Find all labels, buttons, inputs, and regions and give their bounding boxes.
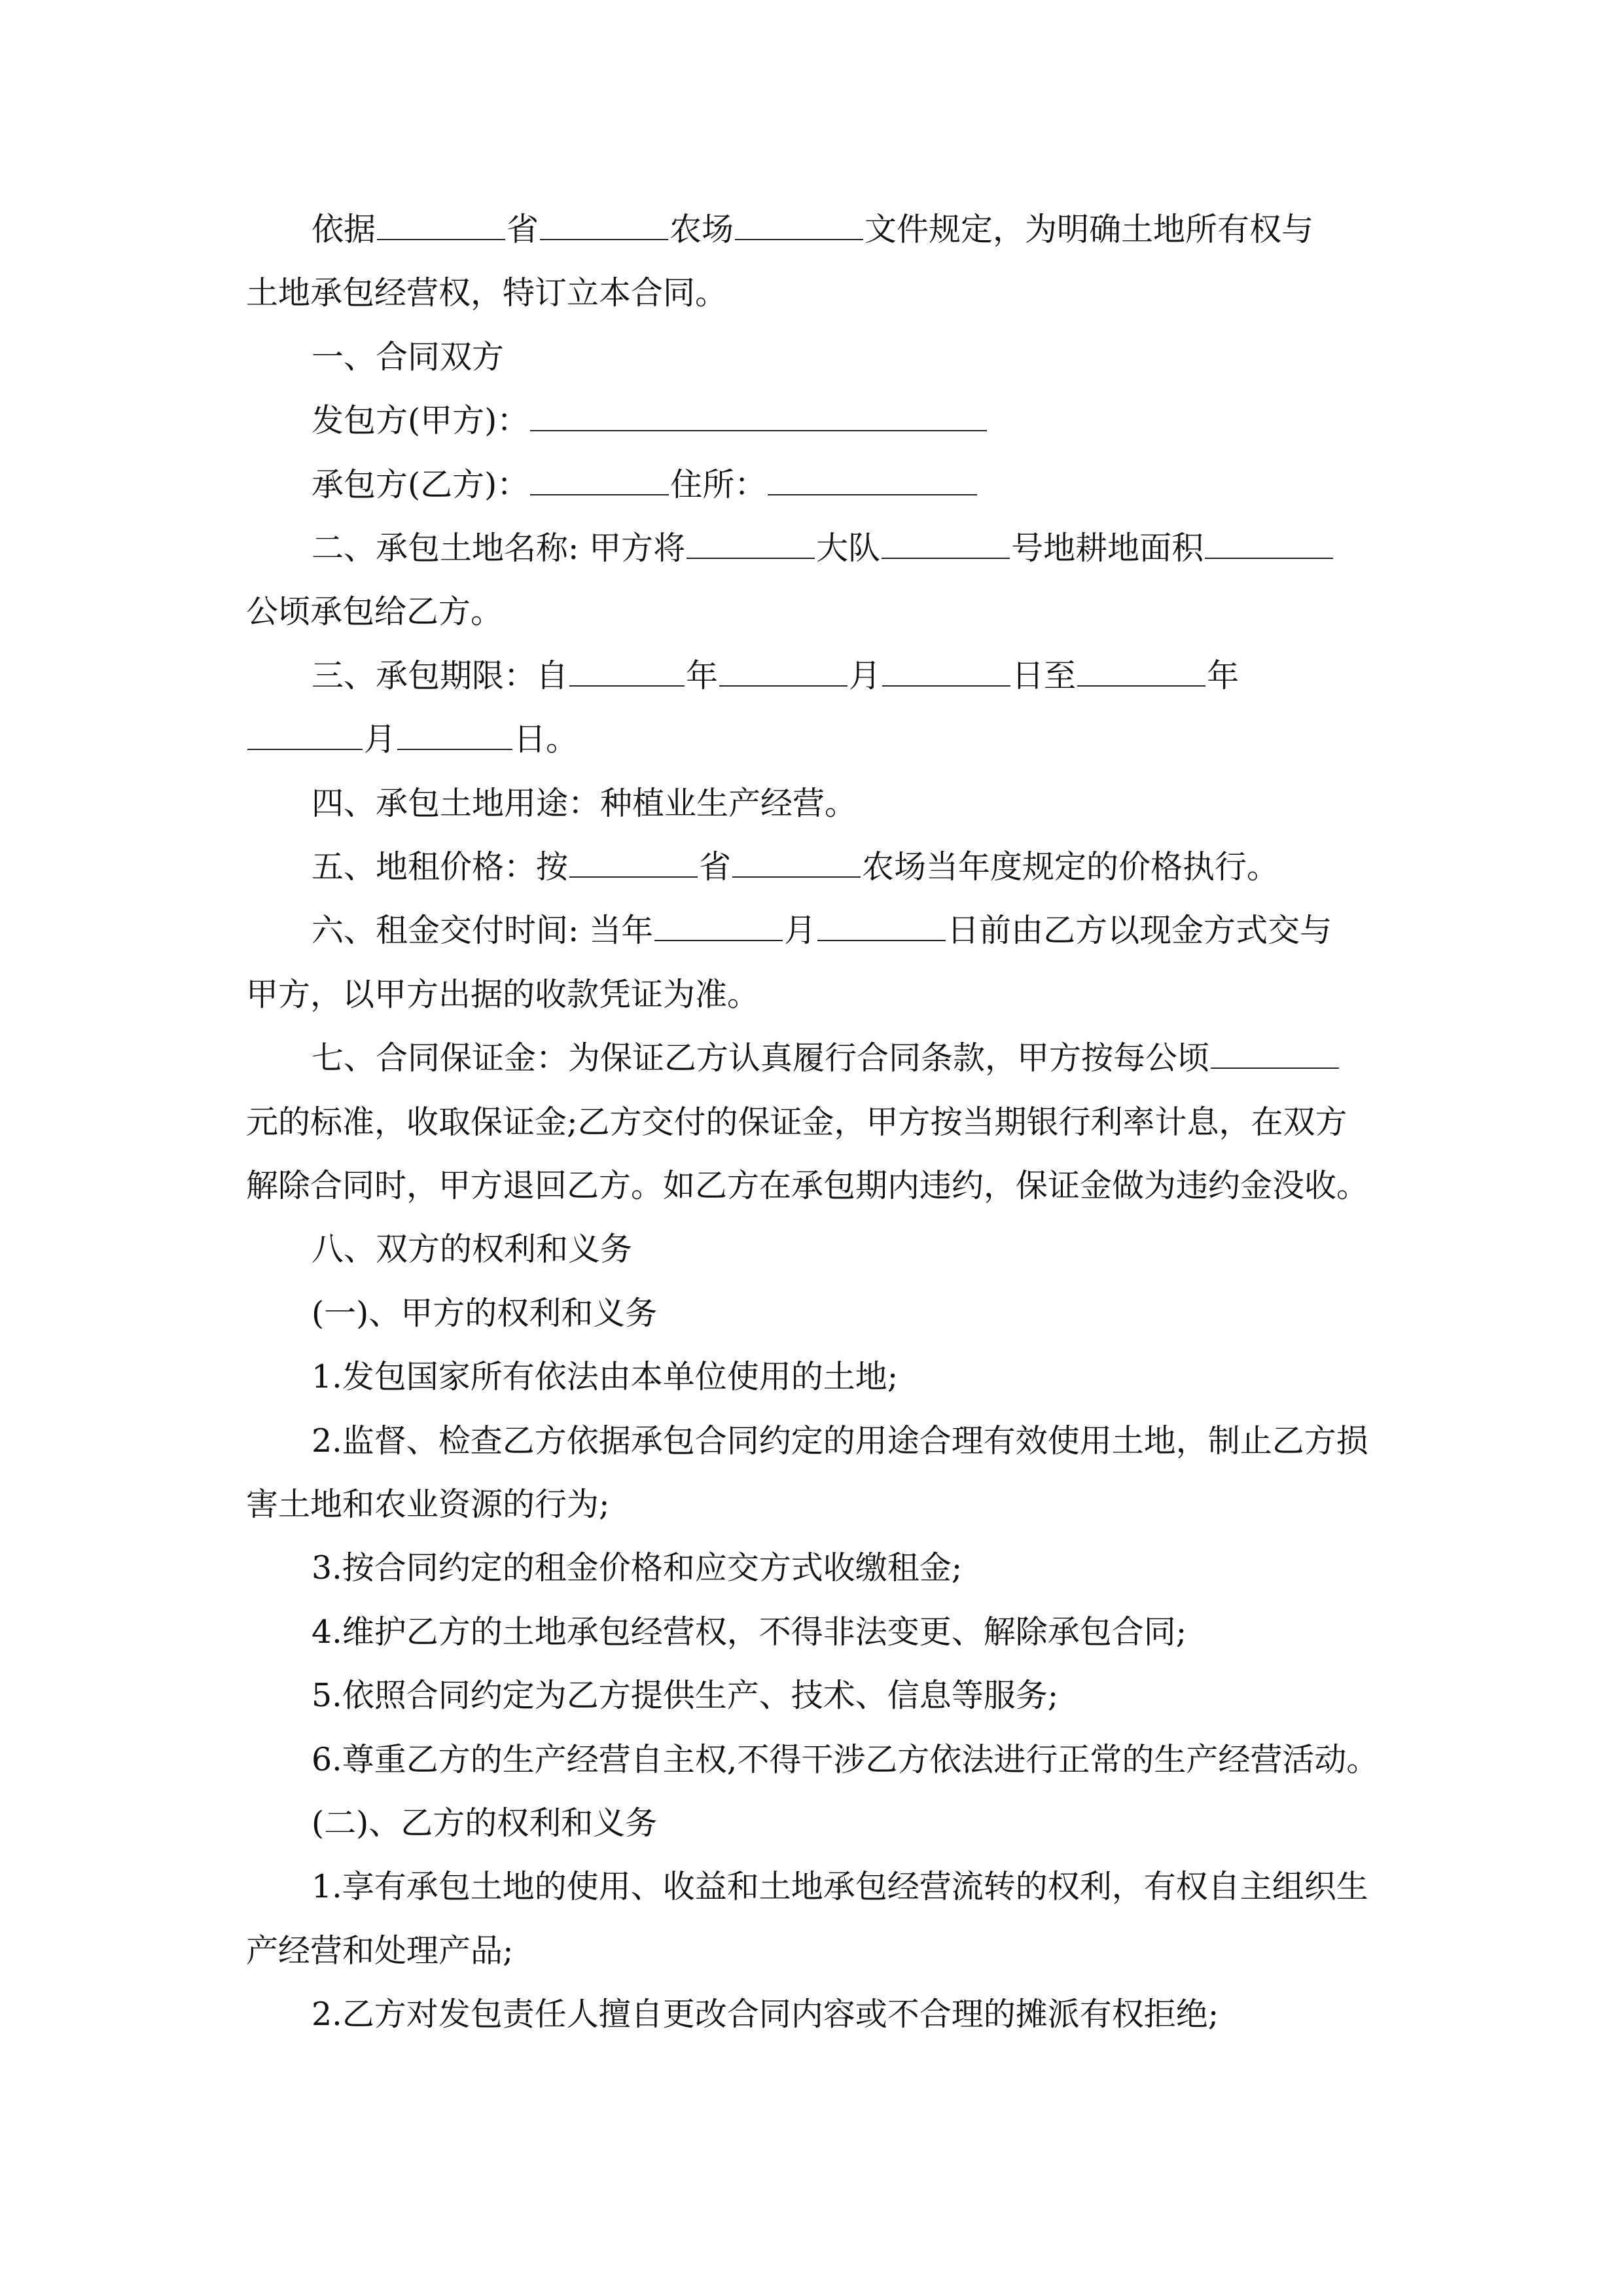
text-segment: 2.监督、检查乙方依据承包合同约定的用途合理有效使用土地，制止乙方损 [312,1422,1368,1460]
text-segment: 甲方，以甲方出据的收款凭证为准。 [246,975,760,1013]
fill-in-blank[interactable] [1211,1039,1339,1069]
text-segment: 月 [364,721,397,759]
text-segment: 依据 [312,211,376,248]
text-segment: 2.乙方对发包责任人擅自更改合同内容或不合理的摊派有权拒绝; [312,1996,1219,2034]
text-segment: (二)、乙方的权利和义务 [312,1804,658,1842]
text-line [312,656,1239,696]
text-line [312,1740,1378,1780]
text-line [312,465,978,505]
text-segment: 解除合同时，甲方退回乙方。如乙方在承包期内违约，保证金做为违约金没收。 [246,1167,1369,1204]
text-segment: 5.依照合同约定为乙方提供生产、技术、信息等服务; [312,1677,1059,1715]
text-line [246,1103,1347,1142]
text-segment: 日。 [514,721,579,759]
text-segment: 七、合同保证金：为保证乙方认真履行合同条款，甲方按每公顷 [312,1039,1210,1077]
fill-in-blank[interactable] [377,210,505,240]
fill-in-blank[interactable] [732,848,861,878]
text-segment: 号地耕地面积 [1011,529,1204,567]
text-segment: 农场 [669,211,734,248]
fill-in-blank[interactable] [569,656,685,687]
text-line [312,401,988,440]
fill-in-blank[interactable] [687,529,815,559]
text-segment: 发包方(甲方)： [312,402,529,440]
fill-in-blank[interactable] [735,210,863,240]
text-line [312,784,857,823]
text-line [246,1166,1368,1206]
fill-in-blank[interactable] [247,720,363,750]
fill-in-blank[interactable] [530,401,987,431]
text-segment: 月 [849,656,882,694]
text-line [312,1357,898,1397]
text-segment: 承包方(乙方)： [312,465,529,503]
text-segment: 3.按合同约定的租金价格和应交方式收缴租金; [312,1549,963,1587]
text-line [246,975,759,1014]
text-line [312,210,1313,249]
text-line [312,1804,657,1843]
text-segment: 月 [784,912,817,950]
text-segment: 1.享有承包土地的使用、收益和土地承包经营流转的权利，有权自主组织生 [312,1868,1368,1906]
text-segment: 4.维护乙方的土地承包经营权，不得非法变更、解除承包合同; [312,1613,1187,1651]
text-segment: 年 [686,656,719,694]
text-segment: 元的标准，收取保证金;乙方交付的保证金，甲方按当期银行利率计息，在双方 [246,1103,1347,1141]
fill-in-blank[interactable] [882,529,1010,559]
fill-in-blank[interactable] [540,210,668,240]
fill-in-blank[interactable] [817,911,946,941]
text-segment: 害土地和农业资源的行为; [246,1486,610,1523]
text-segment: 三、承包期限：自 [312,656,569,694]
text-segment: 日前由乙方以现金方式交与 [947,912,1332,950]
text-segment: 公顷承包给乙方。 [246,593,503,631]
fill-in-blank[interactable] [530,465,669,495]
text-line [246,1485,610,1524]
text-segment: 省 [507,211,539,248]
text-line [246,720,578,759]
text-segment: 四、承包土地用途：种植业生产经营。 [312,784,857,822]
text-line [312,1230,632,1269]
fill-in-blank[interactable] [768,465,977,495]
fill-in-blank[interactable] [882,656,1010,687]
text-line [312,338,504,377]
text-line [246,1931,514,1971]
text-line [312,1294,657,1333]
text-line [312,911,1332,950]
fill-in-blank[interactable] [569,848,698,878]
text-line [312,848,1279,887]
text-segment: 产经营和处理产品; [246,1931,514,1969]
text-line [312,1549,962,1588]
text-segment: 二、承包土地名称: 甲方将 [312,529,686,567]
text-segment: 五、地租价格：按 [312,848,569,886]
text-line [312,1422,1368,1461]
text-segment: 文件规定，为明确土地所有权与 [865,211,1314,248]
text-line [312,1995,1219,2034]
text-segment: 1.发包国家所有依法由本单位使用的土地; [312,1358,899,1396]
text-line [312,529,1334,568]
text-segment: (一)、甲方的权利和义务 [312,1294,658,1332]
text-segment: 大队 [816,529,881,567]
text-segment: 日至 [1012,656,1077,694]
fill-in-blank[interactable] [1077,656,1205,687]
fill-in-blank[interactable] [654,911,783,941]
text-line [312,1867,1368,1907]
text-segment: 年 [1207,656,1240,694]
text-line [312,1039,1340,1078]
text-segment: 农场当年度规定的价格执行。 [862,848,1279,886]
text-line [246,274,727,313]
text-segment: 六、租金交付时间: 当年 [312,912,654,950]
fill-in-blank[interactable] [1205,529,1333,559]
text-segment: 省 [699,848,732,886]
text-line [246,592,503,632]
fill-in-blank[interactable] [719,656,847,687]
text-segment: 住所： [670,465,767,503]
text-segment: 6.尊重乙方的生产经营自主权,不得干涉乙方依法进行正常的生产经营活动。 [312,1740,1379,1778]
fill-in-blank[interactable] [397,720,512,750]
text-segment: 土地承包经营权，特订立本合同。 [246,274,728,312]
text-segment: 一、合同双方 [312,338,505,376]
text-line [312,1676,1058,1715]
text-segment: 八、双方的权利和义务 [312,1230,633,1268]
text-line [312,1613,1186,1652]
